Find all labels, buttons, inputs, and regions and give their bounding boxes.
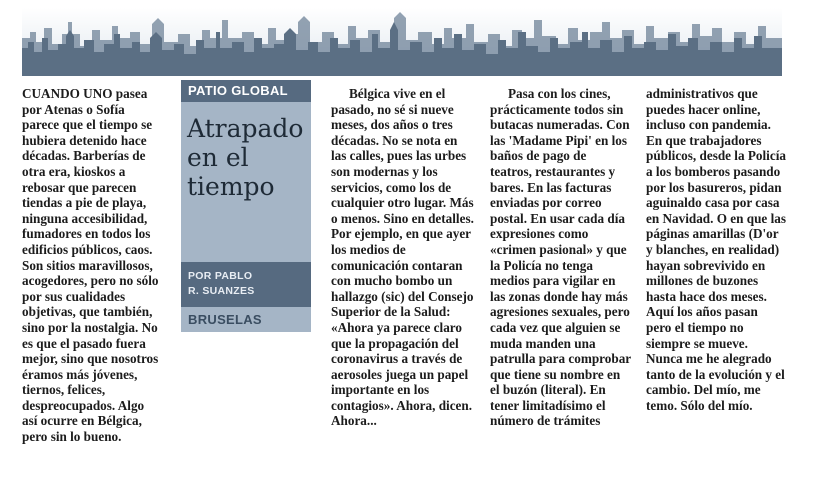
skyline-illustration bbox=[22, 8, 782, 76]
article-column-1 bbox=[22, 86, 162, 445]
article-column-2 bbox=[331, 86, 474, 429]
article-column-4 bbox=[646, 86, 786, 413]
byline-line-2: R. SUANZES bbox=[188, 285, 255, 297]
byline-line-1: POR PABLO bbox=[188, 270, 253, 282]
dateline-city: BRUSELAS bbox=[181, 307, 311, 332]
article-paragraph: CUANDO UNO pasea por Atenas o Sofía parece que el tiempo se hubiera detenido hace décadas. Barberías de otra era, kioskos a rebosar que parecen tiendas a pie de playa, ninguna accesibilidad, fumadores en todos los edificios públicos, caos. Son sitios maravillosos, acogedores, pero no sólo por sus cualidades objetivas, que también, sino por la nostalgia. No es que el pasado fuera mejor, sino que nosotros éramos más jóvenes, tiernos, felices, despreocupados. Algo así ocurre en Bélgica, pero sin lo bueno. bbox=[22, 86, 159, 445]
article-column-3 bbox=[490, 86, 631, 429]
article-paragraph: Pasa con los cines, prácticamente todos sin butacas numeradas. Con las 'Madame Pipi' en los baños de pago de teatros, restaurantes y bares. En las facturas enviadas por correo postal. En usar cada día expresiones como «crimen pasional» y que la Policía no tenga medios para vigilar en las zonas donde hay más agresiones sexuales, pero cada vez que alguien se muda manden una patrulla para comprobar que tiene su nombre en el buzón (literal). En tener limitadísimo el número de trámites bbox=[490, 86, 631, 429]
headline-panel bbox=[181, 102, 311, 262]
headline: Atrapado en el tiempo bbox=[187, 114, 304, 201]
section-kicker: PATIO GLOBAL bbox=[181, 80, 311, 102]
city-skyline-banner bbox=[22, 8, 782, 76]
article-header-box bbox=[181, 80, 311, 332]
article-paragraph: Bélgica vive en el pasado, no sé si nueve meses, dos años o tres décadas. No se nota en las calles, pues las urbes son modernas y los servicios, como los de cualquier otro lugar. Más o menos. Sino en detalles. Por ejemplo, en que ayer los medios de comunicación contaran con mucho bombo un hallazgo (sic) del Consejo Superior de la Salud: «Ahora ya parece claro que la propagación del coronavirus a través de aerosoles juega un papel importante en los contagios». Ahora, dicen. Ahora... bbox=[331, 86, 474, 429]
article-paragraph: administrativos que puedes hacer online, incluso con pandemia. En que trabajadores públicos, desde la Policía a los bomberos pasando por los basureros, pidan aguinaldo casa por casa en Navidad. O en que las páginas amarillas (D'or y blanches, en realidad) hayan sobrevivido en millones de buzones hasta hace dos meses. Aquí los años pasan pero el tiempo no siempre se mueve. Nunca me he alegrado tanto de la evolución y el cambio. Del mío, me temo. Sólo del mío. bbox=[646, 86, 786, 413]
byline bbox=[181, 262, 311, 307]
